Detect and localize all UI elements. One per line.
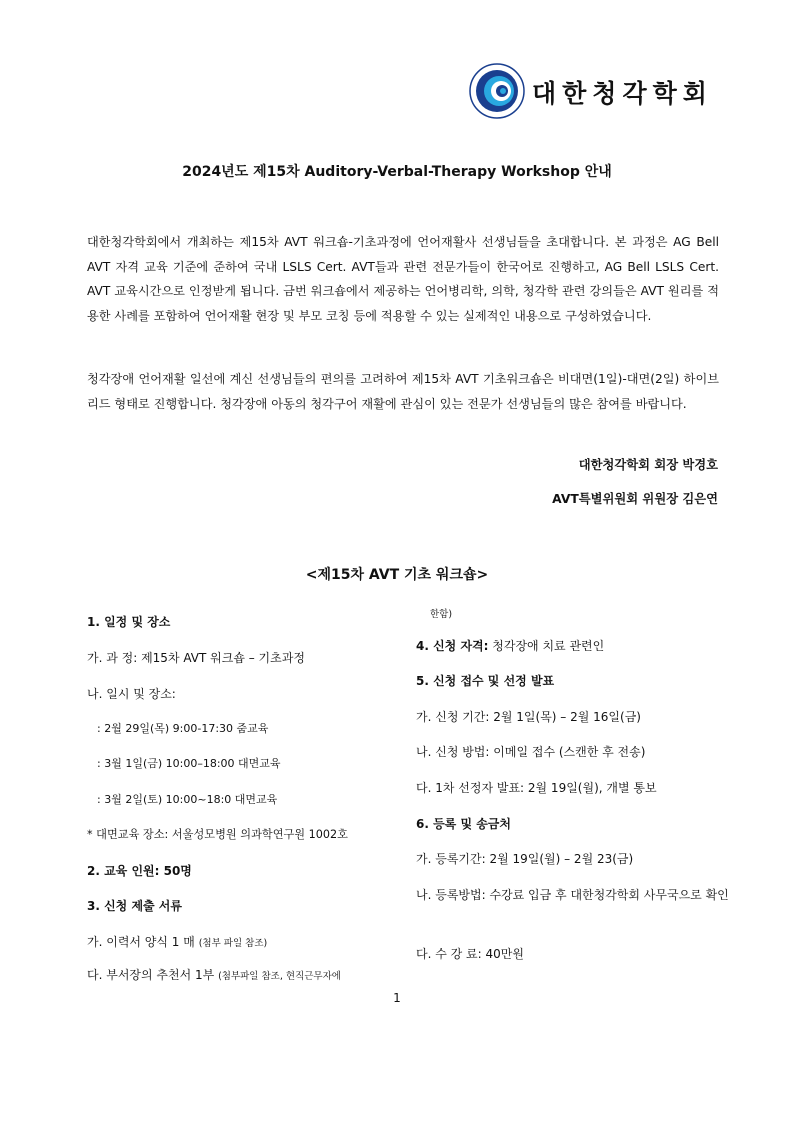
- course-line: 가. 과 정: 제15차 AVT 워크숍 – 기초과정: [87, 651, 305, 665]
- document-item-2-note: (첨부파일 참조, 현직근무자에: [218, 971, 341, 982]
- application-method: 나. 신청 방법: 이메일 접수 (스캔한 후 전송): [416, 745, 646, 759]
- date-line-3: : 3월 2일(토) 10:00~18:0 대면교육: [97, 793, 278, 806]
- section-3-heading: 3. 신청 제출 서류: [87, 899, 182, 913]
- page-number: 1: [393, 991, 401, 1005]
- tuition-fee: 다. 수 강 료: 40만원: [416, 947, 524, 961]
- registration-method: 나. 등록방법: 수강료 입금 후 대한청각학회 사무국으로 확인: [416, 888, 729, 902]
- document-item-2: [87, 966, 341, 986]
- section-2-heading: 2. 교육 인원: 50명: [87, 864, 192, 878]
- section-6-heading: 6. 등록 및 송금처: [416, 817, 511, 831]
- society-emblem-icon: [468, 62, 526, 120]
- document-item-2-label: 다. 부서장의 추천서 1부: [87, 968, 215, 982]
- date-line-1: : 2월 29일(목) 9:00-17:30 줌교육: [97, 722, 269, 735]
- signature-president: 대한청각학회 회장 박경호: [578, 458, 718, 472]
- application-period: 가. 신청 기간: 2월 1일(목) – 2월 16일(금): [416, 710, 641, 724]
- workshop-subtitle: <제15차 AVT 기초 워크숍>: [305, 567, 489, 583]
- document-item-1-note: (첨부 파일 참조): [198, 938, 268, 949]
- section-4-heading: 4. 신청 자격:: [416, 639, 489, 653]
- signature-chair: AVT특별위원회 위원장 김은연: [552, 492, 718, 506]
- datetime-label: 나. 일시 및 장소:: [87, 687, 176, 701]
- venue-line: * 대면교육 장소: 서울성모병원 의과학연구원 1002호: [87, 828, 348, 841]
- section-4-line: [416, 637, 604, 655]
- section-5-heading: 5. 신청 접수 및 선정 발표: [416, 674, 555, 688]
- eligibility-value: 청각장애 치료 관련인: [492, 639, 605, 653]
- document-item-1-label: 가. 이력서 양식 1 매: [87, 935, 195, 949]
- section-1-heading: 1. 일정 및 장소: [87, 615, 171, 629]
- society-name: 대한청각학회: [532, 79, 713, 108]
- document-item-1: [87, 933, 267, 953]
- society-logo: [468, 62, 718, 120]
- selection-announcement: 다. 1차 선정자 발표: 2월 19일(월), 개별 통보: [416, 781, 657, 795]
- intro-paragraph-1: 대한청각학회에서 개최하는 제15차 AVT 워크숍-기초과정에 언어재활사 선생님들을 초대합니다. 본 과정은 AG Bell AVT 자격 교육 기준에 준하여 국내 LSLS Cert. AVT들과 관련 전문가들이 한국어로 진행하고, AG Bell LSLS Cert. AVT 교육시간으로 인정받게 됩니다. 금번 워크숍에서 제공하는 언어병리학, 의학, 청각학 관련 강의들은 AVT 원리를 적용한 사례를 포함하여 언어재활 현장 및 부모 코칭 등에 적용할 수 있는 실제적인 내용으로 구성하였습니다.: [87, 235, 719, 323]
- document-item-2-note-continued: 한함): [430, 609, 453, 620]
- date-line-2: : 3월 1일(금) 10:00–18:00 대면교육: [97, 757, 281, 770]
- registration-period: 가. 등록기간: 2월 19일(월) – 2월 23(금): [416, 852, 634, 866]
- page-title: 2024년도 제15차 Auditory-Verbal-Therapy Workshop 안내: [182, 164, 612, 180]
- intro-paragraph-2: 청각장애 언어재활 일선에 계신 선생님들의 편의를 고려하여 제15차 AVT 기초워크숍은 비대면(1일)-대면(2일) 하이브리드 형태로 진행합니다. 청각장애 아동의 청각구어 재활에 관심이 있는 전문가 선생님들의 많은 참여를 바랍니다.: [87, 372, 719, 411]
